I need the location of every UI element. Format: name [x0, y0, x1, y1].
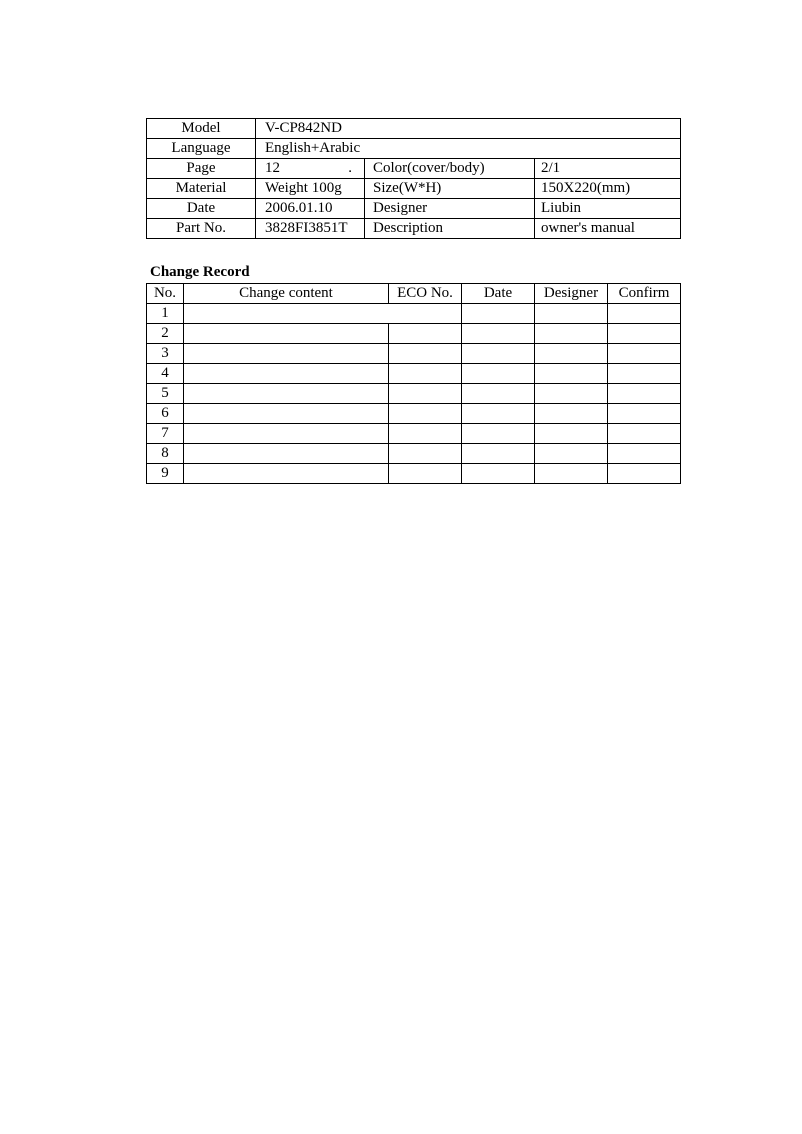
info-row-material	[147, 179, 681, 199]
date-value: 2006.01.10	[256, 199, 365, 219]
color-value: 2/1	[535, 159, 681, 179]
header-eco-no: ECO No.	[389, 284, 462, 304]
change-content-cell	[184, 324, 389, 344]
confirm-cell	[608, 324, 681, 344]
size-value: 150X220(mm)	[535, 179, 681, 199]
confirm-cell	[608, 424, 681, 444]
eco-no-cell	[389, 444, 462, 464]
change-content-cell	[184, 464, 389, 484]
header-designer: Designer	[535, 284, 608, 304]
eco-no-cell	[389, 384, 462, 404]
table-row	[147, 444, 681, 464]
eco-no-cell	[389, 404, 462, 424]
row-number: 2	[147, 324, 184, 344]
table-row	[147, 424, 681, 444]
model-label: Model	[147, 119, 256, 139]
partno-label: Part No.	[147, 219, 256, 239]
designer-cell	[535, 304, 608, 324]
document-info-table	[146, 118, 681, 239]
date-cell	[462, 364, 535, 384]
change-content-cell	[184, 364, 389, 384]
table-row	[147, 404, 681, 424]
designer-cell	[535, 384, 608, 404]
change-content-cell	[184, 444, 389, 464]
date-cell	[462, 324, 535, 344]
color-label: Color(cover/body)	[365, 159, 535, 179]
table-row	[147, 324, 681, 344]
row-number: 5	[147, 384, 184, 404]
info-row-partno	[147, 219, 681, 239]
date-cell	[462, 384, 535, 404]
designer-cell	[535, 344, 608, 364]
date-cell	[462, 444, 535, 464]
change-content-cell	[184, 344, 389, 364]
table-row	[147, 384, 681, 404]
change-record-title: Change Record	[150, 264, 250, 280]
change-content-cell	[184, 424, 389, 444]
header-change-content: Change content	[184, 284, 389, 304]
header-no: No.	[147, 284, 184, 304]
change-content-cell	[184, 304, 462, 324]
confirm-cell	[608, 304, 681, 324]
change-record-header-row	[147, 284, 681, 304]
row-number: 1	[147, 304, 184, 324]
date-cell	[462, 304, 535, 324]
page-label: Page	[147, 159, 256, 179]
designer-cell	[535, 464, 608, 484]
change-record-body	[147, 304, 681, 484]
row-number: 8	[147, 444, 184, 464]
row-number: 3	[147, 344, 184, 364]
row-number: 7	[147, 424, 184, 444]
row-number: 9	[147, 464, 184, 484]
header-date: Date	[462, 284, 535, 304]
change-content-cell	[184, 384, 389, 404]
info-row-model	[147, 119, 681, 139]
designer-cell	[535, 364, 608, 384]
row-number: 6	[147, 404, 184, 424]
description-value: owner's manual	[535, 219, 681, 239]
designer-cell	[535, 324, 608, 344]
page-value: 12	[265, 160, 280, 176]
language-label: Language	[147, 139, 256, 159]
confirm-cell	[608, 384, 681, 404]
row-number: 4	[147, 364, 184, 384]
eco-no-cell	[389, 424, 462, 444]
material-value: Weight 100g	[256, 179, 365, 199]
header-confirm: Confirm	[608, 284, 681, 304]
date-cell	[462, 424, 535, 444]
page-dot: .	[348, 160, 352, 176]
date-cell	[462, 344, 535, 364]
designer-cell	[535, 424, 608, 444]
eco-no-cell	[389, 464, 462, 484]
designer-value: Liubin	[535, 199, 681, 219]
date-cell	[462, 464, 535, 484]
confirm-cell	[608, 464, 681, 484]
eco-no-cell	[389, 344, 462, 364]
designer-label: Designer	[365, 199, 535, 219]
model-value: V-CP842ND	[256, 119, 681, 139]
designer-cell	[535, 444, 608, 464]
designer-cell	[535, 404, 608, 424]
table-row	[147, 344, 681, 364]
size-label: Size(W*H)	[365, 179, 535, 199]
confirm-cell	[608, 364, 681, 384]
info-row-page	[147, 159, 681, 179]
eco-no-cell	[389, 324, 462, 344]
change-content-cell	[184, 404, 389, 424]
date-cell	[462, 404, 535, 424]
confirm-cell	[608, 404, 681, 424]
page-cell	[256, 159, 365, 179]
language-value: English+Arabic	[256, 139, 681, 159]
table-row	[147, 364, 681, 384]
info-row-language	[147, 139, 681, 159]
material-label: Material	[147, 179, 256, 199]
partno-value: 3828FI3851T	[256, 219, 365, 239]
table-row	[147, 464, 681, 484]
confirm-cell	[608, 344, 681, 364]
date-label: Date	[147, 199, 256, 219]
info-row-date	[147, 199, 681, 219]
description-label: Description	[365, 219, 535, 239]
confirm-cell	[608, 444, 681, 464]
eco-no-cell	[389, 364, 462, 384]
change-record-table	[146, 283, 681, 484]
table-row	[147, 304, 681, 324]
